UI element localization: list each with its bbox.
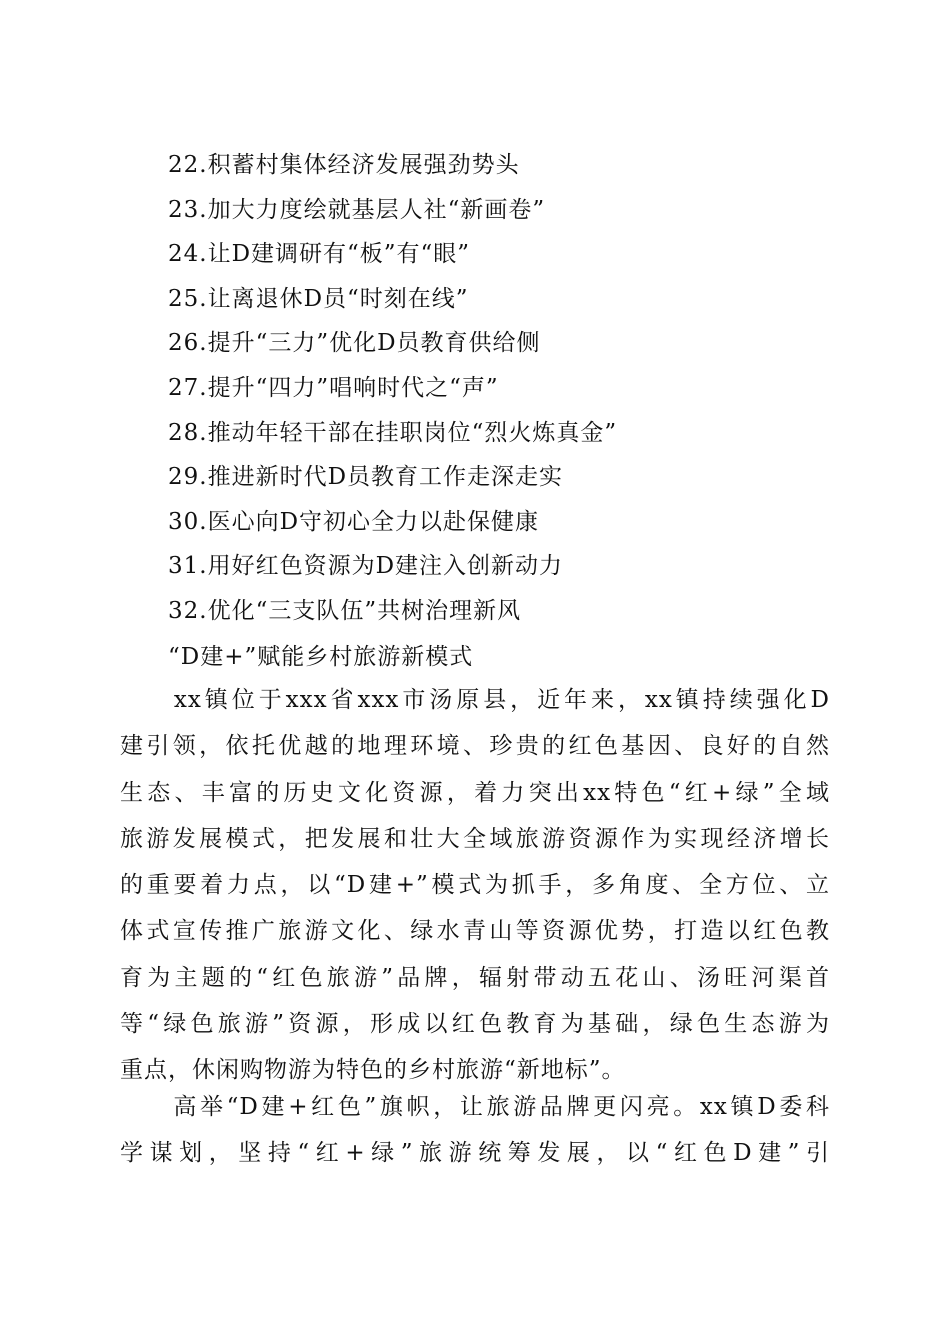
list-item: 28.推动年轻干部在挂职岗位“烈火炼真金” [168, 419, 618, 446]
list-item: 24.让D建调研有“板”有“眼” [168, 241, 471, 268]
paragraph-line: 高举“D建+红色”旗帜，让旅游品牌更闪亮。xx镇D委科 [120, 1094, 830, 1120]
paragraph-line: 建引领，依托优越的地理环境、珍贵的红色基因、良好的自然 [120, 733, 830, 760]
list-item: 23.加大力度绘就基层人社“新画卷” [168, 196, 546, 223]
article-title: “D建+”赋能乡村旅游新模式 [168, 644, 474, 670]
list-item: 27.提升“四力”唱响时代之“声” [168, 374, 499, 401]
list-item: 26.提升“三力”优化D员教育供给侧 [168, 330, 541, 357]
title-list [168, 143, 617, 634]
paragraph-line: 的重要着力点，以“D建+”模式为抓手，多角度、全方位、立 [120, 872, 830, 899]
paragraph-line: 学谋划，坚持“红+绿”旅游统筹发展，以“红色D建”引 [120, 1140, 830, 1167]
paragraph-line: xx镇位于xxx省xxx市汤原县，近年来，xx镇持续强化D [120, 687, 830, 713]
paragraph-line: 等“绿色旅游”资源，形成以红色教育为基础，绿色生态游为 [120, 1011, 830, 1038]
list-item: 31.用好红色资源为D建注入创新动力 [168, 553, 564, 580]
body-paragraph-2 [120, 1084, 830, 1177]
list-item: 25.让离退休D员“时刻在线” [168, 285, 469, 312]
paragraph-line: 育为主题的“红色旅游”品牌，辐射带动五花山、汤旺河渠首 [120, 964, 830, 991]
paragraph-line: 旅游发展模式，把发展和壮大全域旅游资源作为实现经济增长 [120, 825, 830, 852]
paragraph-line: 生态、丰富的历史文化资源，着力突出xx特色“红+绿”全域 [120, 779, 830, 806]
list-item: 29.推进新时代D员教育工作走深走实 [168, 464, 564, 491]
body-paragraph-1 [120, 677, 830, 1094]
paragraph-line: 体式宣传推广旅游文化、绿水青山等资源优势，打造以红色教 [120, 918, 830, 945]
paragraph-line: 重点，休闲购物游为特色的乡村旅游“新地标”。 [120, 1057, 626, 1084]
list-item: 30.医心向D守初心全力以赴保健康 [168, 508, 540, 535]
list-item: 32.优化“三支队伍”共树治理新风 [168, 597, 522, 624]
list-item: 22.积蓄村集体经济发展强劲势头 [168, 152, 520, 178]
